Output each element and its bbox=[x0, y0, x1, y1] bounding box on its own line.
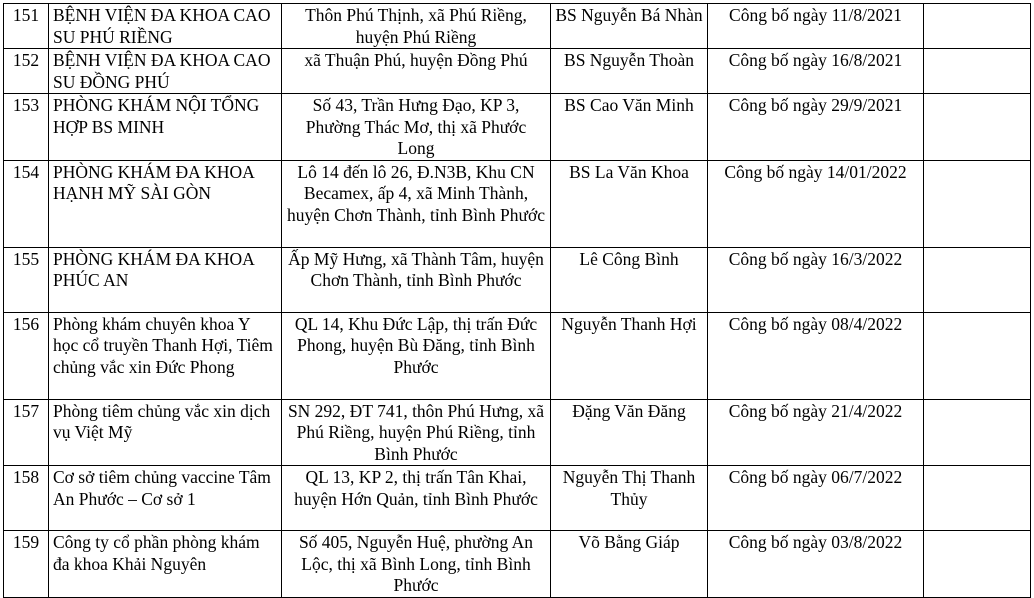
row-number: 154 bbox=[4, 160, 49, 247]
table-row bbox=[4, 49, 1031, 94]
note-cell bbox=[924, 531, 1031, 598]
row-number: 155 bbox=[4, 247, 49, 312]
row-number: 157 bbox=[4, 399, 49, 466]
responsible-person: Lê Công Bình bbox=[551, 247, 708, 312]
facility-address: Số 405, Nguyễn Huệ, phường An Lộc, thị xã Bình Long, tỉnh Bình Phước bbox=[282, 531, 551, 598]
table-row bbox=[4, 247, 1031, 312]
publication-date: Công bố ngày 06/7/2022 bbox=[708, 466, 924, 531]
note-cell bbox=[924, 466, 1031, 531]
responsible-person: Võ Bằng Giáp bbox=[551, 531, 708, 598]
responsible-person: Đặng Văn Đăng bbox=[551, 399, 708, 466]
responsible-person: BS Nguyễn Thoàn bbox=[551, 49, 708, 94]
publication-date: Công bố ngày 14/01/2022 bbox=[708, 160, 924, 247]
facility-name: Phòng tiêm chủng vắc xin dịch vụ Việt Mỹ bbox=[49, 399, 282, 466]
publication-date: Công bố ngày 29/9/2021 bbox=[708, 94, 924, 161]
facility-address: xã Thuận Phú, huyện Đồng Phú bbox=[282, 49, 551, 94]
table-row bbox=[4, 4, 1031, 49]
facility-name: Cơ sở tiêm chủng vaccine Tâm An Phước – Cơ sở 1 bbox=[49, 466, 282, 531]
table-body bbox=[4, 4, 1031, 598]
responsible-person: BS Cao Văn Minh bbox=[551, 94, 708, 161]
responsible-person: Nguyễn Thanh Hợi bbox=[551, 312, 708, 399]
note-cell bbox=[924, 4, 1031, 49]
publication-date: Công bố ngày 16/3/2022 bbox=[708, 247, 924, 312]
note-cell bbox=[924, 94, 1031, 161]
table-row bbox=[4, 160, 1031, 247]
row-number: 153 bbox=[4, 94, 49, 161]
facility-address: QL 13, KP 2, thị trấn Tân Khai, huyện Hớn Quản, tỉnh Bình Phước bbox=[282, 466, 551, 531]
facility-address: QL 14, Khu Đức Lập, thị trấn Đức Phong, huyện Bù Đăng, tỉnh Bình Phước bbox=[282, 312, 551, 399]
table-row bbox=[4, 94, 1031, 161]
note-cell bbox=[924, 160, 1031, 247]
table-row bbox=[4, 531, 1031, 598]
publication-date: Công bố ngày 16/8/2021 bbox=[708, 49, 924, 94]
facility-name: BỆNH VIỆN ĐA KHOA CAO SU ĐỒNG PHÚ bbox=[49, 49, 282, 94]
publication-date: Công bố ngày 11/8/2021 bbox=[708, 4, 924, 49]
table-row bbox=[4, 312, 1031, 399]
responsible-person: Nguyễn Thị Thanh Thủy bbox=[551, 466, 708, 531]
facility-name: PHÒNG KHÁM ĐA KHOA HẠNH MỸ SÀI GÒN bbox=[49, 160, 282, 247]
note-cell bbox=[924, 49, 1031, 94]
facility-name: BỆNH VIỆN ĐA KHOA CAO SU PHÚ RIỀNG bbox=[49, 4, 282, 49]
note-cell bbox=[924, 312, 1031, 399]
responsible-person: BS Nguyễn Bá Nhàn bbox=[551, 4, 708, 49]
note-cell bbox=[924, 247, 1031, 312]
responsible-person: BS La Văn Khoa bbox=[551, 160, 708, 247]
row-number: 156 bbox=[4, 312, 49, 399]
table-row bbox=[4, 399, 1031, 466]
facility-address: Thôn Phú Thịnh, xã Phú Riềng, huyện Phú Riềng bbox=[282, 4, 551, 49]
facility-address: Ấp Mỹ Hưng, xã Thành Tâm, huyện Chơn Thành, tỉnh Bình Phước bbox=[282, 247, 551, 312]
row-number: 151 bbox=[4, 4, 49, 49]
row-number: 152 bbox=[4, 49, 49, 94]
row-number: 158 bbox=[4, 466, 49, 531]
row-number: 159 bbox=[4, 531, 49, 598]
facility-table bbox=[3, 3, 1031, 598]
facility-name: Phòng khám chuyên khoa Y học cổ truyền Thanh Hợi, Tiêm chủng vắc xin Đức Phong bbox=[49, 312, 282, 399]
facility-address: SN 292, ĐT 741, thôn Phú Hưng, xã Phú Riềng, huyện Phú Riềng, tỉnh Bình Phước bbox=[282, 399, 551, 466]
facility-name: Công ty cổ phần phòng khám đa khoa Khải Nguyên bbox=[49, 531, 282, 598]
publication-date: Công bố ngày 21/4/2022 bbox=[708, 399, 924, 466]
facility-address: Số 43, Trần Hưng Đạo, KP 3, Phường Thác Mơ, thị xã Phước Long bbox=[282, 94, 551, 161]
facility-name: PHÒNG KHÁM NỘI TỔNG HỢP BS MINH bbox=[49, 94, 282, 161]
publication-date: Công bố ngày 08/4/2022 bbox=[708, 312, 924, 399]
table-row bbox=[4, 466, 1031, 531]
note-cell bbox=[924, 399, 1031, 466]
facility-name: PHÒNG KHÁM ĐA KHOA PHÚC AN bbox=[49, 247, 282, 312]
facility-address: Lô 14 đến lô 26, Đ.N3B, Khu CN Becamex, ấp 4, xã Minh Thành, huyện Chơn Thành, tỉnh Bình Phước bbox=[282, 160, 551, 247]
publication-date: Công bố ngày 03/8/2022 bbox=[708, 531, 924, 598]
